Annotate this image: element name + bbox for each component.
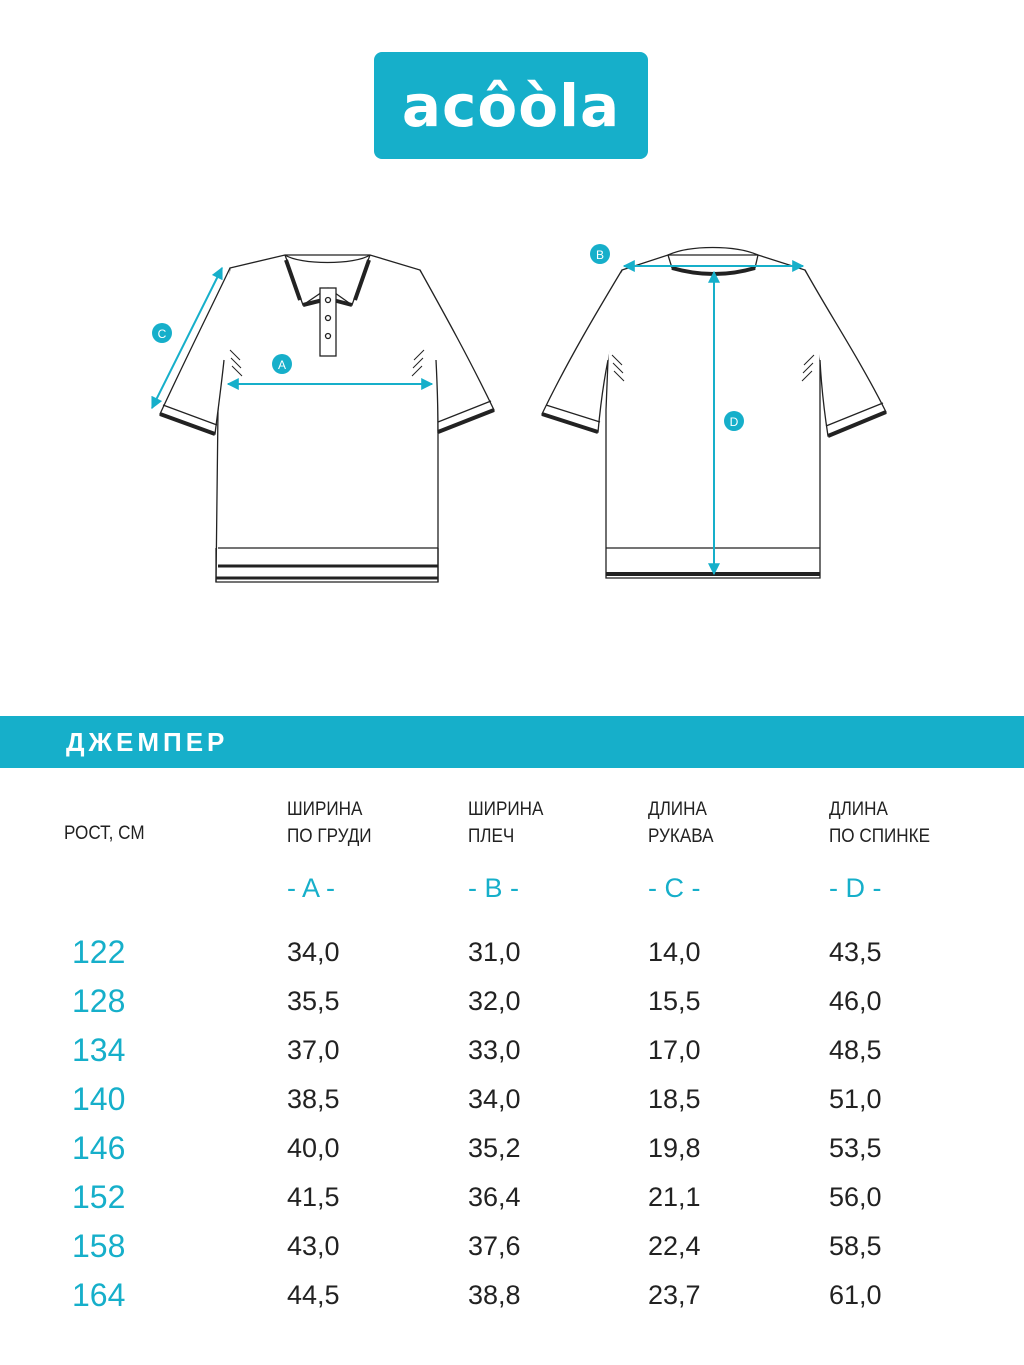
cell-chest-width: 44,5 [287, 1280, 340, 1310]
cell-back-length: 51,0 [829, 1084, 882, 1114]
cell-shoulder-width: 31,0 [468, 937, 521, 967]
cell-back-length: 46,0 [829, 986, 882, 1016]
column-letter-a: - A - [287, 873, 336, 903]
cell-sleeve-length: 14,0 [648, 937, 701, 967]
svg-text:B: B [595, 248, 605, 262]
marker-b [590, 244, 610, 264]
column-header-c-line2: РУКАВА [648, 826, 714, 847]
product-title: ДЖЕМПЕР [66, 727, 229, 757]
cell-sleeve-length: 22,4 [648, 1231, 701, 1261]
column-header-a-line2: ПО ГРУДИ [287, 826, 372, 847]
svg-text:A: A [277, 358, 287, 372]
cell-back-length: 61,0 [829, 1280, 882, 1310]
cell-chest-width: 37,0 [287, 1035, 340, 1065]
table-row [0, 1030, 1024, 1079]
cell-back-length: 43,5 [829, 937, 882, 967]
cell-sleeve-length: 15,5 [648, 986, 701, 1016]
column-header-d-line2: ПО СПИНКЕ [829, 826, 930, 847]
cell-shoulder-width: 33,0 [468, 1035, 521, 1065]
column-header-b-line2: ПЛЕЧ [468, 826, 515, 847]
height-header: РОСТ, СМ [64, 823, 145, 844]
cell-sleeve-length: 21,1 [648, 1182, 701, 1212]
column-header-a-line1: ШИРИНА [287, 799, 363, 820]
table-row [0, 1128, 1024, 1177]
cell-shoulder-width: 37,6 [468, 1231, 521, 1261]
svg-text:D: D [729, 415, 739, 429]
cell-chest-width: 41,5 [287, 1182, 340, 1212]
marker-a [272, 354, 292, 374]
column-letter-b: - B - [468, 873, 519, 903]
row-height: 128 [72, 983, 126, 1019]
row-height: 146 [72, 1130, 126, 1166]
cell-back-length: 53,5 [829, 1133, 882, 1163]
table-row [0, 1177, 1024, 1226]
cell-chest-width: 34,0 [287, 937, 340, 967]
cell-chest-width: 38,5 [287, 1084, 340, 1114]
cell-chest-width: 43,0 [287, 1231, 340, 1261]
column-header-d-line1: ДЛИНА [829, 799, 888, 820]
cell-shoulder-width: 34,0 [468, 1084, 521, 1114]
table-row [0, 1226, 1024, 1275]
cell-shoulder-width: 35,2 [468, 1133, 521, 1163]
row-height: 134 [72, 1032, 126, 1068]
cell-shoulder-width: 36,4 [468, 1182, 521, 1212]
cell-back-length: 58,5 [829, 1231, 882, 1261]
marker-d [724, 411, 744, 431]
row-height: 164 [72, 1277, 126, 1313]
column-header-c-line1: ДЛИНА [648, 799, 707, 820]
cell-shoulder-width: 38,8 [468, 1280, 521, 1310]
cell-sleeve-length: 19,8 [648, 1133, 701, 1163]
cell-chest-width: 40,0 [287, 1133, 340, 1163]
row-height: 158 [72, 1228, 126, 1264]
table-row [0, 981, 1024, 1030]
column-letter-c: - C - [648, 873, 701, 903]
row-height: 152 [72, 1179, 126, 1215]
cell-shoulder-width: 32,0 [468, 986, 521, 1016]
cell-chest-width: 35,5 [287, 986, 340, 1016]
table-row [0, 1079, 1024, 1128]
table-row [0, 1275, 1024, 1324]
column-header-b-line1: ШИРИНА [468, 799, 544, 820]
garment-diagram [0, 0, 1024, 600]
column-letter-d: - D - [829, 873, 882, 903]
brand-logo-text: acôòla [401, 71, 621, 140]
cell-sleeve-length: 17,0 [648, 1035, 701, 1065]
front-view [157, 255, 494, 582]
row-height: 122 [72, 934, 126, 970]
row-height: 140 [72, 1081, 126, 1117]
cell-back-length: 48,5 [829, 1035, 882, 1065]
table-row [0, 932, 1024, 981]
cell-sleeve-length: 18,5 [648, 1084, 701, 1114]
svg-text:C: C [157, 327, 167, 341]
cell-sleeve-length: 23,7 [648, 1280, 701, 1310]
section-band [0, 716, 1024, 768]
cell-back-length: 56,0 [829, 1182, 882, 1212]
marker-c [152, 323, 172, 343]
